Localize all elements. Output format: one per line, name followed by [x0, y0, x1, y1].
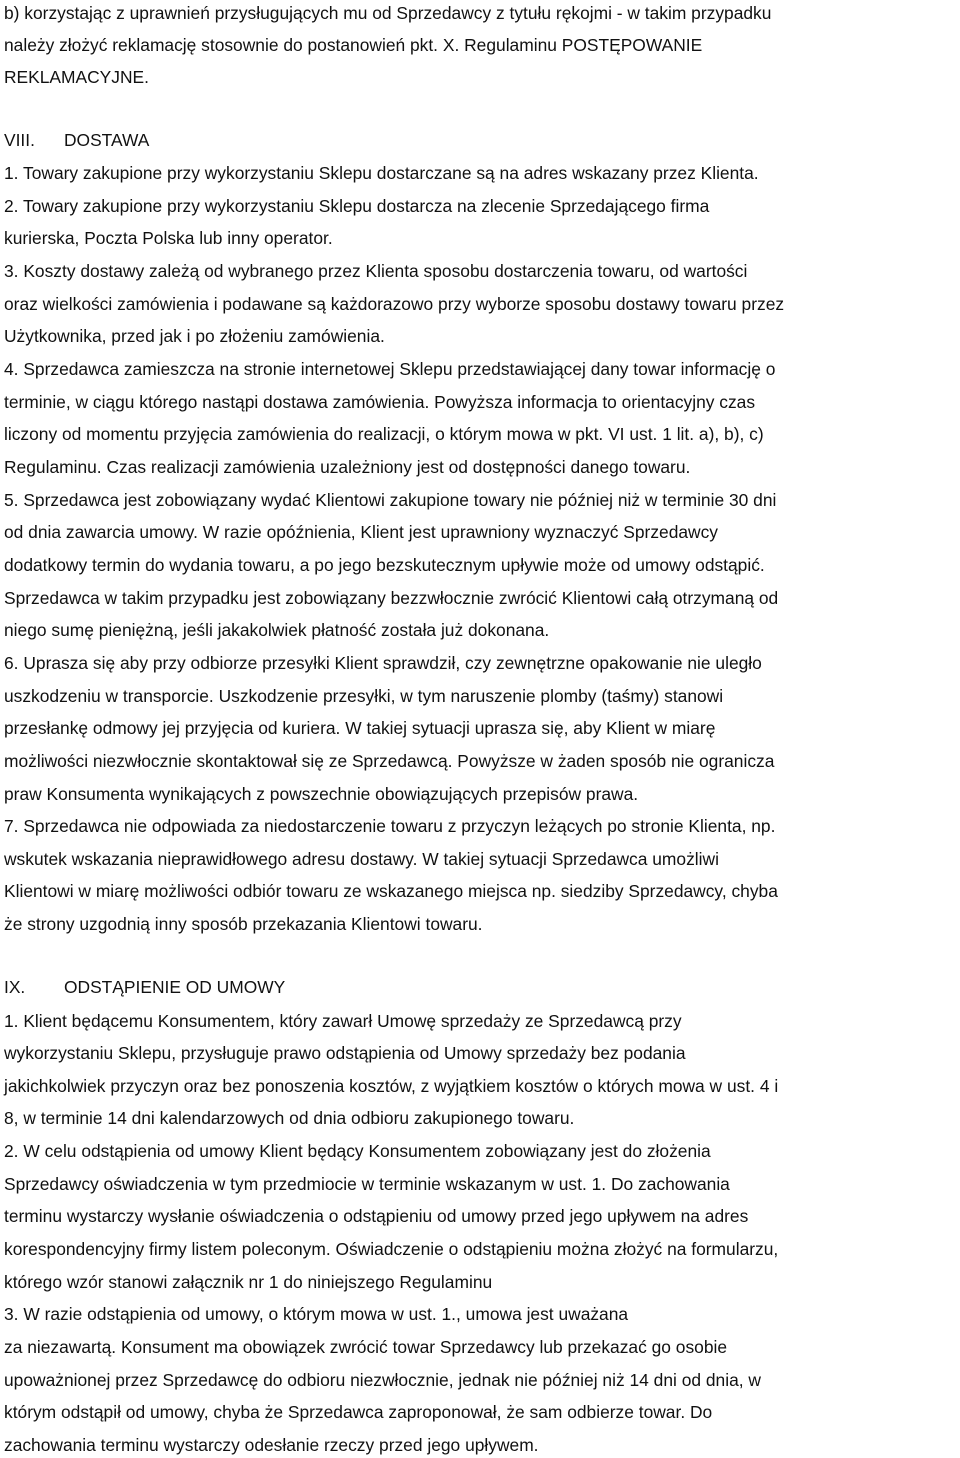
text-line: jakichkolwiek przyczyn oraz bez ponoszenia kosztów, z wyjątkiem kosztów o których mowa w ust. 4 i: [4, 1076, 779, 1096]
text-line: Regulaminu. Czas realizacji zamówienia uzależniony jest od dostępności danego towaru.: [4, 457, 691, 477]
text-line: 1. Towary zakupione przy wykorzystaniu Sklepu dostarczane są na adres wskazany przez Klienta.: [4, 163, 759, 183]
text-line: możliwości niezwłocznie skontaktował się ze Sprzedawcą. Powyższe w żaden sposób nie ogranicza: [4, 751, 775, 771]
text-line: 3. Koszty dostawy zależą od wybranego przez Klienta sposobu dostarczenia towaru, od wartości: [4, 261, 748, 281]
text-line: 2. W celu odstąpienia od umowy Klient będący Konsumentem zobowiązany jest do złożenia: [4, 1141, 711, 1161]
text-line: REKLAMACYJNE.: [4, 67, 149, 87]
text-line: uszkodzeniu w transporcie. Uszkodzenie przesyłki, w tym naruszenie plomby (taśmy) stanowi: [4, 686, 724, 706]
section-title: DOSTAWA: [64, 130, 150, 150]
text-line: wykorzystaniu Sklepu, przysługuje prawo odstąpienia od Umowy sprzedaży bez podania: [4, 1043, 686, 1063]
text-line: kurierska, Poczta Polska lub inny operator.: [4, 228, 333, 248]
text-line: dodatkowy termin do wydania towaru, a po jego bezskutecznym upływie może od umowy odstąpić.: [4, 555, 765, 575]
text-line: wskutek wskazania nieprawidłowego adresu dostawy. W takiej sytuacji Sprzedawca umożliwi: [4, 849, 719, 869]
text-line: upoważnionej przez Sprzedawcę do odbioru niezwłocznie, jednak nie później niż 14 dni od dnia, w: [4, 1370, 761, 1390]
text-line: niego sumę pieniężną, jeśli jakakolwiek płatność została już dokonana.: [4, 620, 550, 640]
text-line: oraz wielkości zamówienia i podawane są każdorazowo przy wyborze sposobu dostawy towaru przez: [4, 294, 785, 314]
section-number: VIII.: [4, 130, 35, 150]
text-line: 1. Klient będącemu Konsumentem, który zawarł Umowę sprzedaży ze Sprzedawcą przy: [4, 1011, 682, 1031]
text-line: przesłankę odmowy jej przyjęcia od kuriera. W takiej sytuacji uprasza się, aby Klient w miarę: [4, 718, 716, 738]
text-line: korespondencyjny firmy listem poleconym. Oświadczenie o odstąpieniu można złożyć na formularzu,: [4, 1239, 779, 1259]
text-line: że strony uzgodnią inny sposób przekazania Klientowi towaru.: [4, 914, 483, 934]
section-heading-odstapienie: [4, 976, 285, 998]
text-line: 6. Uprasza się aby przy odbiorze przesyłki Klient sprawdził, czy zewnętrzne opakowanie nie uległo: [4, 653, 762, 673]
text-line: Klientowi w miarę możliwości odbiór towaru ze wskazanego miejsca np. siedziby Sprzedawcy, chyba: [4, 881, 778, 901]
text-line: którym odstąpił od umowy, chyba że Sprzedawca zaproponował, że sam odbierze towar. Do: [4, 1402, 713, 1422]
section-number: IX.: [4, 977, 26, 997]
text-line: Sprzedawcy oświadczenia w tym przedmiocie w terminie wskazanym w ust. 1. Do zachowania: [4, 1174, 730, 1194]
text-line: którego wzór stanowi załącznik nr 1 do niniejszego Regulaminu: [4, 1272, 493, 1292]
text-line: terminie, w ciągu którego nastąpi dostawa zamówienia. Powyższa informacja to orientacyjny czas: [4, 392, 756, 412]
text-line: praw Konsumenta wynikających z powszechnie obowiązujących przepisów prawa.: [4, 784, 639, 804]
text-line: 8, w terminie 14 dni kalendarzowych od dnia odbioru zakupionego towaru.: [4, 1108, 575, 1128]
section-heading-dostawa: [4, 129, 149, 151]
text-line: zachowania terminu wystarczy odesłanie rzeczy przed jego upływem.: [4, 1435, 539, 1455]
text-line: 5. Sprzedawca jest zobowiązany wydać Klientowi zakupione towary nie później niż w terminie 30 dni: [4, 490, 777, 510]
text-line: Użytkownika, przed jak i po złożeniu zamówienia.: [4, 326, 385, 346]
text-line: 2. Towary zakupione przy wykorzystaniu Sklepu dostarcza na zlecenie Sprzedającego firma: [4, 196, 710, 216]
text-line: 7. Sprzedawca nie odpowiada za niedostarczenie towaru z przyczyn leżących po stronie Klienta, np.: [4, 816, 776, 836]
text-line: za niezawartą. Konsument ma obowiązek zwrócić towar Sprzedawcy lub przekazać go osobie: [4, 1337, 728, 1357]
text-line: 3. W razie odstąpienia od umowy, o którym mowa w ust. 1., umowa jest uważana: [4, 1304, 629, 1324]
text-line: 4. Sprzedawca zamieszcza na stronie internetowej Sklepu przedstawiającej dany towar informację o: [4, 359, 776, 379]
text-line: należy złożyć reklamację stosownie do postanowień pkt. X. Regulaminu POSTĘPOWANIE: [4, 35, 703, 55]
text-line: liczony od momentu przyjęcia zamówienia do realizacji, o którym mowa w pkt. VI ust. 1 lit. a), b), c): [4, 424, 764, 444]
text-line: od dnia zawarcia umowy. W razie opóźnienia, Klient jest uprawniony wyznaczyć Sprzedawcy: [4, 522, 718, 542]
text-line: terminu wystarczy wysłanie oświadczenia o odstąpieniu od umowy przed jego upływem na adres: [4, 1206, 749, 1226]
text-line: Sprzedawca w takim przypadku jest zobowiązany bezzwłocznie zwrócić Klientowi całą otrzymaną od: [4, 588, 779, 608]
text-line: b) korzystając z uprawnień przysługujących mu od Sprzedawcy z tytułu rękojmi - w takim przypadku: [4, 3, 772, 23]
section-title: ODSTĄPIENIE OD UMOWY: [64, 977, 286, 997]
